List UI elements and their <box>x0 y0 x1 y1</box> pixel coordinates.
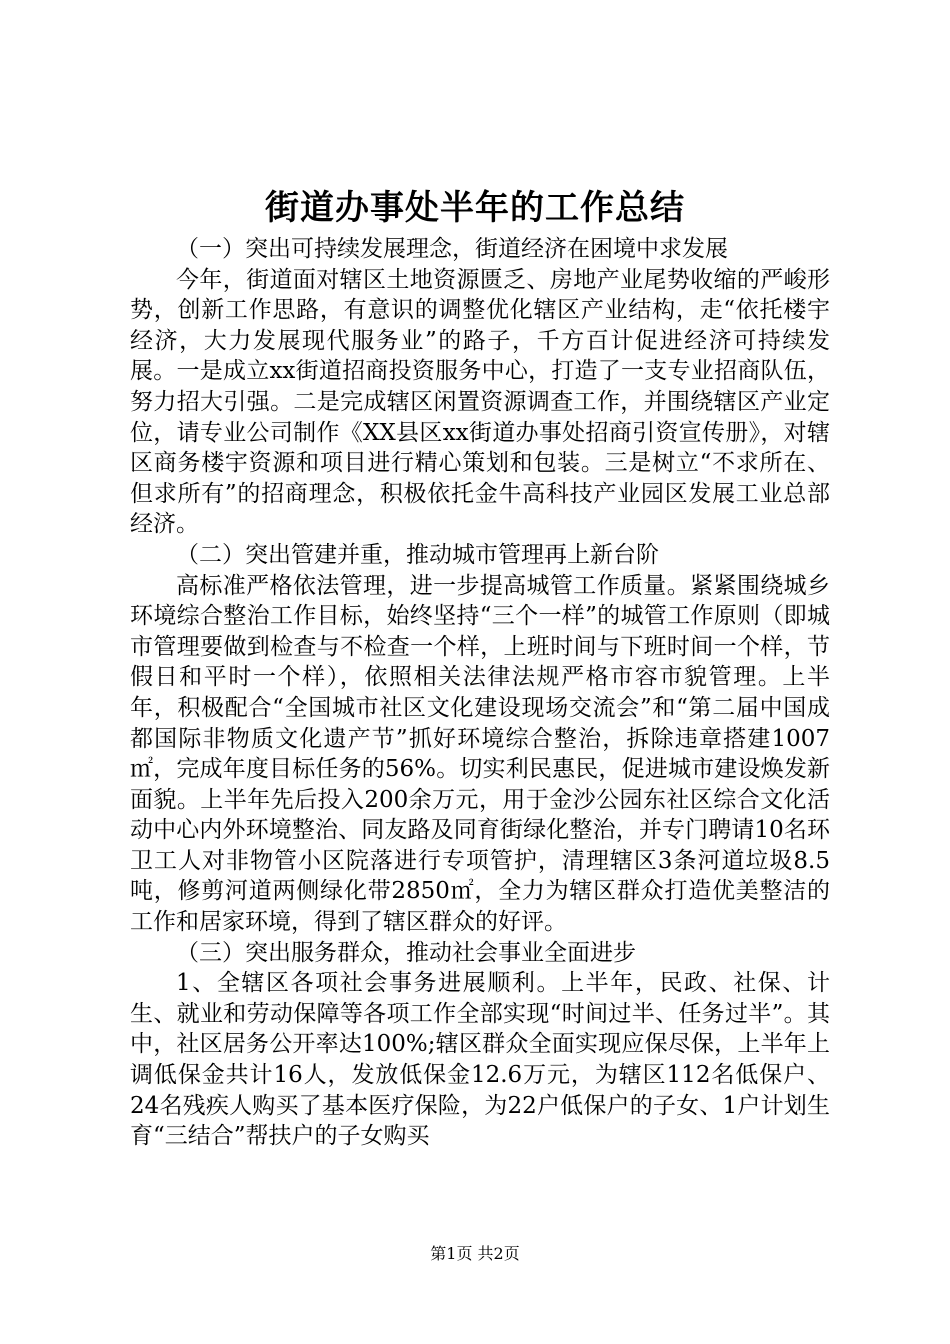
page-footer: 第1页 共2页 <box>430 1244 520 1263</box>
section-2-heading: （二）突出管建并重，推动城市管理再上新台阶 <box>176 541 659 568</box>
section-2-paragraph: 高标准严格依法管理，进一步提高城管工作质量。紧紧围绕城乡环境综合整治工作目标，始终坚持“三个一样”的城管工作原则（即城市管理要做到检查与不检查一个样，上班时间与下班时间一个样，节假日和平时一个样），依照相关法律法规严格市容市貌管理。上半年，积极配合“全国城市社区文化建设现场交流会”和“第二届中国成都国际非物质文化遗产节”抓好环境综合整治，拆除违章搭建1007㎡，完成年度目标任务的56%。切实利民惠民，促进城市建设焕发新面貌。上半年先后投入200余万元，用于金沙公园东社区综合文化活动中心内外环境整治、同友路及同育街绿化整治，并专门聘请10名环卫工人对非物管小区院落进行专项管护，清理辖区3条河道垃圾8.5吨，修剪河道两侧绿化带2850㎡，全力为辖区群众打造优美整洁的工作和居家环境，得到了辖区群众的好评。 <box>130 572 830 936</box>
section-1-heading: （一）突出可持续发展理念，街道经济在困境中求发展 <box>176 236 728 262</box>
section-3-heading: （三）突出服务群众，推动社会事业全面进步 <box>176 939 636 966</box>
section-3-paragraph: 1、全辖区各项社会事务进展顺利。上半年，民政、社保、计生、就业和劳动保障等各项工作全部实现“时间过半、任务过半”。其中，社区居务公开率达100%;辖区群众全面实现应保尽保，上半年上调低保金共计16人，发放低保金12.6万元，为辖区112名低保户、24名残疾人购买了基本医疗保险，为22户低保户的子女、1户计划生育“三结合”帮扶户的子女购买 <box>130 970 830 1150</box>
document-title: 街道办事处半年的工作总结 <box>265 188 685 228</box>
section-1-paragraph: 今年，街道面对辖区土地资源匮乏、房地产业尾势收缩的严峻形势，创新工作思路，有意识的调整优化辖区产业结构，走“依托楼宇经济，大力发展现代服务业”的路子，千方百计促进经济可持续发展。一是成立xx街道招商投资服务中心，打造了一支专业招商队伍，努力招大引强。二是完成辖区闲置资源调查工作，并围绕辖区产业定位，请专业公司制作《XX县区xx街道办事处招商引资宣传册》，对辖区商务楼宇资源和项目进行精心策划和包装。三是树立“不求所在、但求所有”的招商理念，积极依托金牛高科技产业园区发展工业总部经济。 <box>130 266 830 538</box>
document-body <box>130 234 830 1152</box>
